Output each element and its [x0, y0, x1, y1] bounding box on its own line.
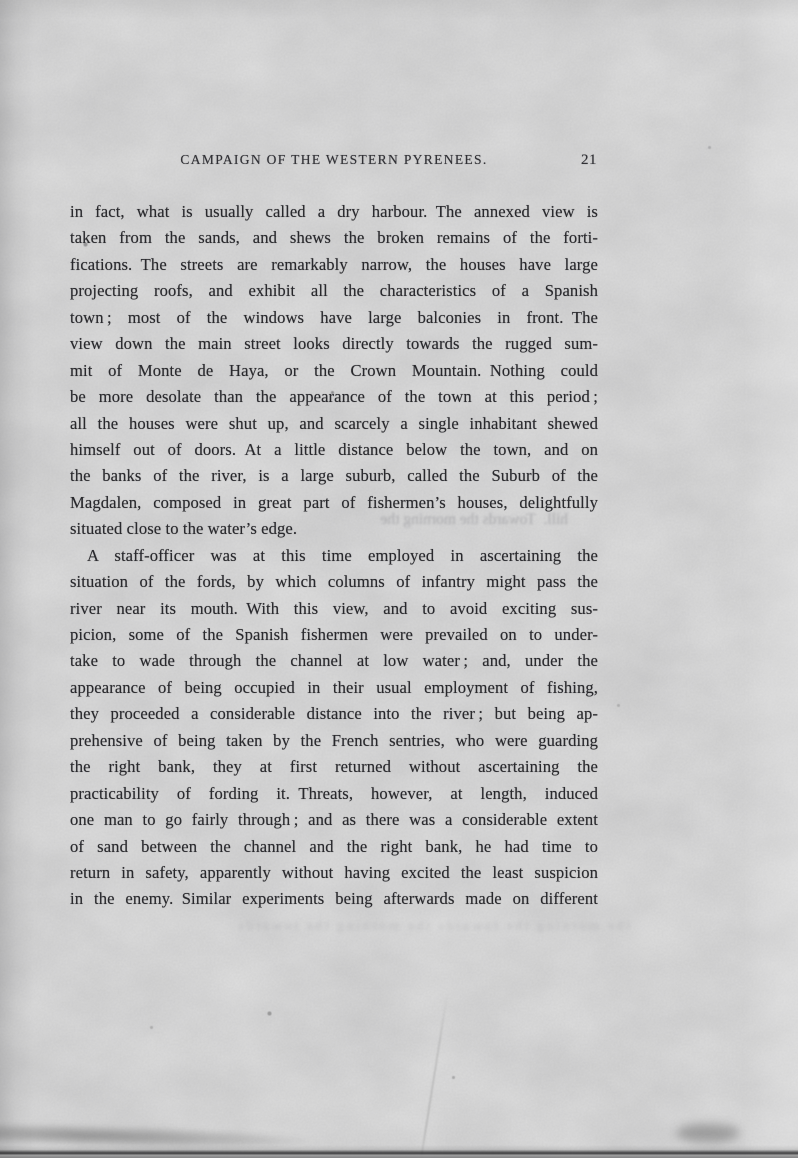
text-line: the banks of the river, is a large suburb, called the Suburb of the [70, 466, 598, 486]
text-line: of sand between the channel and the right bank, he had time to [70, 836, 598, 856]
text-line: view down the main street looks directly towards the rugged sum- [70, 334, 598, 354]
text-line: A staff-officer was at this time employed in ascertaining the [87, 545, 598, 565]
text-line: situated close to the water’s edge. [70, 519, 298, 539]
right-edge-highlight [743, 0, 798, 1158]
page-number: 21 [581, 152, 597, 168]
text-line: mit of Monte de Haya, or the Crown Mountain. Nothing could [70, 360, 598, 380]
show-through-text: the morning the towards the morning the towards [236, 919, 630, 934]
text-line: in the enemy. Similar experiments being afterwards made on different [70, 889, 598, 909]
text-line: picion, some of the Spanish fishermen were prevailed on to under- [70, 625, 598, 644]
bottom-edge-shadow [0, 1145, 798, 1158]
text-line: in fact, what is usually called a dry harbour. The annexed view is [70, 202, 598, 221]
top-edge-shadow [0, 0, 798, 20]
text-line: river near its mouth. With this view, and to avoid exciting sus- [70, 598, 598, 618]
text-line: they proceeded a considerable distance into the river ; but being ap- [70, 704, 598, 724]
text-line: taken from the sands, and shews the broken remains of the forti- [70, 228, 598, 248]
text-line: prehensive of being taken by the French sentries, who were guarding [70, 730, 598, 750]
text-block [70, 199, 598, 913]
text-line: fications. The streets are remarkably narrow, the houses have large [70, 254, 598, 274]
crease-line [420, 994, 448, 1158]
paper-specks [0, 0, 3, 3]
bottom-left-shadow [0, 1117, 496, 1158]
show-through-text: hill. Towards the morning the [380, 511, 568, 528]
text-line: projecting roofs, and exhibit all the characteristics of a Spanish [70, 281, 598, 301]
text-line: practicability of fording it. Threats, however, at length, induced [70, 783, 598, 803]
text-line: situation of the fords, by which columns of infantry might pass the [70, 572, 598, 592]
text-line: all the houses were shut up, and scarcely a single inhabitant shewed [70, 413, 598, 433]
text-line: be more desolate than the appearance of the town at this period ; [70, 387, 598, 407]
text-line: Magdalen, composed in great part of fishermen’s houses, delightfully [70, 492, 598, 512]
running-title: CAMPAIGN OF THE WESTERN PYRENEES. [180, 152, 488, 167]
bottom-right-smudge [676, 1124, 740, 1142]
gutter-shadow [0, 0, 58, 1158]
page-header [70, 148, 598, 172]
text-line: return in safety, apparently without having excited the least suspicion [70, 862, 598, 882]
text-line: appearance of being occupied in their usual employment of fishing, [70, 677, 598, 697]
text-line: take to wade through the channel at low water ; and, under the [70, 651, 598, 671]
text-line: himself out of doors. At a little distance below the town, and on [70, 439, 598, 459]
text-line: one man to go fairly through ; and as there was a considerable extent [70, 810, 598, 830]
text-line: town ; most of the windows have large balconies in front. The [70, 307, 598, 327]
text-line: the right bank, they at first returned without ascertaining the [70, 757, 598, 777]
